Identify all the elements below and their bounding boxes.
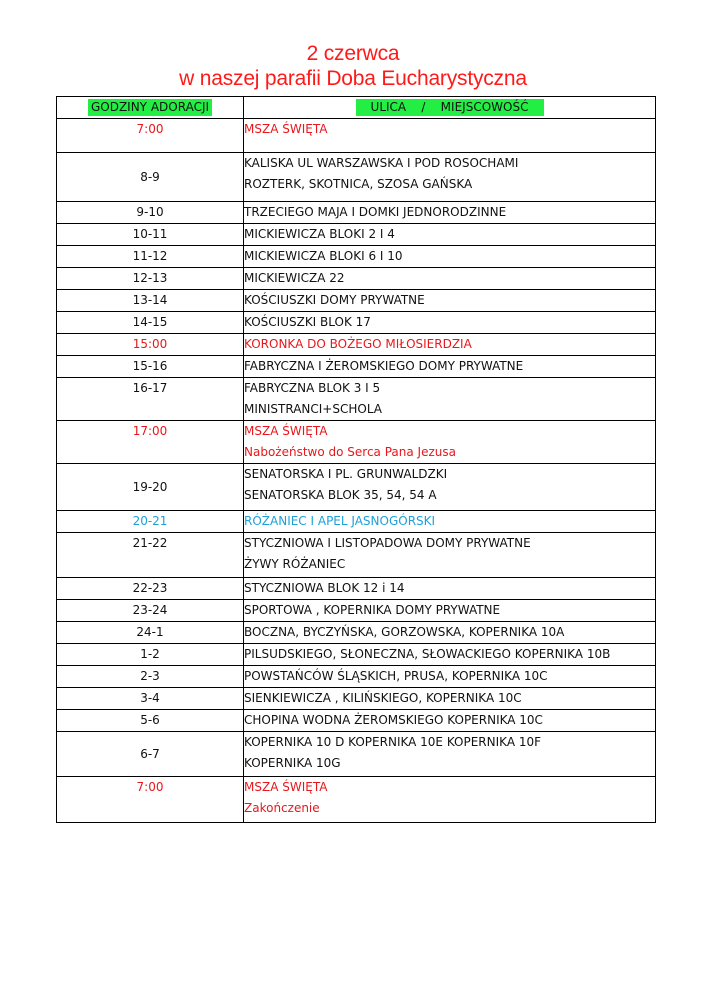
page-title-event: w naszej parafii Doba Eucharystyczna bbox=[179, 67, 527, 90]
row-location bbox=[244, 666, 656, 688]
row-location bbox=[244, 356, 656, 378]
location-line: KOŚCIUSZKI DOMY PRYWATNE bbox=[244, 293, 425, 307]
row-hour: 7:00 bbox=[57, 119, 244, 153]
location-line: CHOPINA WODNA ŻEROMSKIEGO KOPERNIKA 10C bbox=[244, 713, 543, 727]
table-row bbox=[57, 202, 656, 224]
row-hour: 22-23 bbox=[57, 578, 244, 600]
table-row bbox=[57, 334, 656, 356]
table-row bbox=[57, 666, 656, 688]
location-line: KOPERNIKA 10 D KOPERNIKA 10E KOPERNIKA 10F bbox=[244, 735, 542, 749]
row-hour: 23-24 bbox=[57, 600, 244, 622]
table-row bbox=[57, 268, 656, 290]
row-hour: 2-3 bbox=[57, 666, 244, 688]
header-street bbox=[244, 97, 656, 119]
location-line: KALISKA UL WARSZAWSKA I POD ROSOCHAMI bbox=[244, 156, 519, 170]
row-location bbox=[244, 732, 656, 777]
row-location bbox=[244, 153, 656, 202]
row-hour: 7:00 bbox=[57, 777, 244, 823]
table-row bbox=[57, 710, 656, 732]
table-row bbox=[57, 600, 656, 622]
location-line: STYCZNIOWA I LISTOPADOWA DOMY PRYWATNE bbox=[244, 536, 531, 550]
header-street-label: ULICA / MIEJSCOWOŚĆ bbox=[356, 99, 544, 116]
row-hour: 16-17 bbox=[57, 378, 244, 421]
row-location bbox=[244, 290, 656, 312]
row-location bbox=[244, 119, 656, 153]
row-hour: 1-2 bbox=[57, 644, 244, 666]
location-line: KORONKA DO BOŻEGO MIŁOSIERDZIA bbox=[244, 337, 472, 351]
location-line: KOŚCIUSZKI BLOK 17 bbox=[244, 315, 371, 329]
row-hour: 21-22 bbox=[57, 533, 244, 578]
location-line: MSZA ŚWIĘTA bbox=[244, 780, 328, 794]
table-row bbox=[57, 290, 656, 312]
table-row bbox=[57, 224, 656, 246]
header-hours-label: GODZINY ADORACJI bbox=[88, 99, 212, 116]
row-hour: 8-9 bbox=[57, 153, 244, 202]
row-location bbox=[244, 511, 656, 533]
location-line: SPORTOWA , KOPERNIKA DOMY PRYWATNE bbox=[244, 603, 501, 617]
location-line: MSZA ŚWIĘTA bbox=[244, 122, 328, 136]
table-row bbox=[57, 119, 656, 153]
row-location bbox=[244, 533, 656, 578]
row-location bbox=[244, 312, 656, 334]
row-hour: 3-4 bbox=[57, 688, 244, 710]
row-hour: 5-6 bbox=[57, 710, 244, 732]
location-line: SENATORSKA BLOK 35, 54, 54 A bbox=[244, 488, 437, 502]
table-row bbox=[57, 312, 656, 334]
schedule-rows bbox=[57, 119, 656, 823]
table-row bbox=[57, 153, 656, 202]
table-row bbox=[57, 356, 656, 378]
location-line: RÓŻANIEC I APEL JASNOGÓRSKI bbox=[244, 514, 436, 528]
table-row bbox=[57, 421, 656, 464]
row-location bbox=[244, 378, 656, 421]
row-hour: 17:00 bbox=[57, 421, 244, 464]
table-row bbox=[57, 622, 656, 644]
location-line: POWSTAŃCÓW ŚLĄSKICH, PRUSA, KOPERNIKA 10C bbox=[244, 669, 548, 683]
row-hour: 14-15 bbox=[57, 312, 244, 334]
location-line: Nabożeństwo do Serca Pana Jezusa bbox=[244, 445, 456, 459]
location-line: STYCZNIOWA BLOK 12 i 14 bbox=[244, 581, 405, 595]
location-line: ROZTERK, SKOTNICA, SZOSA GAŃSKA bbox=[244, 177, 473, 191]
row-hour: 19-20 bbox=[57, 464, 244, 511]
location-line: ŻYWY RÓŻANIEC bbox=[244, 557, 346, 571]
row-location bbox=[244, 710, 656, 732]
table-row bbox=[57, 246, 656, 268]
row-hour: 15:00 bbox=[57, 334, 244, 356]
row-location bbox=[244, 202, 656, 224]
row-hour: 10-11 bbox=[57, 224, 244, 246]
row-hour: 12-13 bbox=[57, 268, 244, 290]
location-line: SIENKIEWICZA , KILIŃSKIEGO, KOPERNIKA 10C bbox=[244, 691, 522, 705]
table-row bbox=[57, 777, 656, 823]
row-hour: 15-16 bbox=[57, 356, 244, 378]
location-line: MICKIEWICZA 22 bbox=[244, 271, 345, 285]
row-location bbox=[244, 644, 656, 666]
header-hours bbox=[57, 97, 244, 119]
location-line: MSZA ŚWIĘTA bbox=[244, 424, 328, 438]
location-line: BOCZNA, BYCZYŃSKA, GORZOWSKA, KOPERNIKA 10A bbox=[244, 625, 565, 639]
row-location bbox=[244, 688, 656, 710]
location-line: Zakończenie bbox=[244, 801, 320, 815]
row-location bbox=[244, 268, 656, 290]
page-title-date: 2 czerwca bbox=[306, 42, 400, 65]
row-location bbox=[244, 600, 656, 622]
row-location bbox=[244, 224, 656, 246]
location-line: KOPERNIKA 10G bbox=[244, 756, 341, 770]
row-hour: 20-21 bbox=[57, 511, 244, 533]
location-line: PILSUDSKIEGO, SŁONECZNA, SŁOWACKIEGO KOPERNIKA 10B bbox=[244, 647, 611, 661]
table-row bbox=[57, 688, 656, 710]
row-location bbox=[244, 622, 656, 644]
location-line: FABRYCZNA I ŻEROMSKIEGO DOMY PRYWATNE bbox=[244, 359, 524, 373]
table-row bbox=[57, 378, 656, 421]
row-location bbox=[244, 246, 656, 268]
location-line: TRZECIEGO MAJA I DOMKI JEDNORODZINNE bbox=[244, 205, 507, 219]
row-location bbox=[244, 334, 656, 356]
location-line: MINISTRANCI+SCHOLA bbox=[244, 402, 382, 416]
location-line: MICKIEWICZA BLOKI 6 I 10 bbox=[244, 249, 403, 263]
location-line: MICKIEWICZA BLOKI 2 I 4 bbox=[244, 227, 395, 241]
row-location bbox=[244, 464, 656, 511]
table-row bbox=[57, 578, 656, 600]
row-location bbox=[244, 578, 656, 600]
row-hour: 6-7 bbox=[57, 732, 244, 777]
table-row bbox=[57, 511, 656, 533]
table-header-row bbox=[57, 97, 656, 119]
row-hour: 13-14 bbox=[57, 290, 244, 312]
location-line: SENATORSKA I PL. GRUNWALDZKI bbox=[244, 467, 448, 481]
row-hour: 9-10 bbox=[57, 202, 244, 224]
row-hour: 24-1 bbox=[57, 622, 244, 644]
adoration-schedule-table bbox=[56, 96, 656, 823]
row-hour: 11-12 bbox=[57, 246, 244, 268]
table-row bbox=[57, 533, 656, 578]
location-line: FABRYCZNA BLOK 3 I 5 bbox=[244, 381, 381, 395]
row-location bbox=[244, 777, 656, 823]
table-row bbox=[57, 644, 656, 666]
row-location bbox=[244, 421, 656, 464]
table-row bbox=[57, 464, 656, 511]
table-row bbox=[57, 732, 656, 777]
